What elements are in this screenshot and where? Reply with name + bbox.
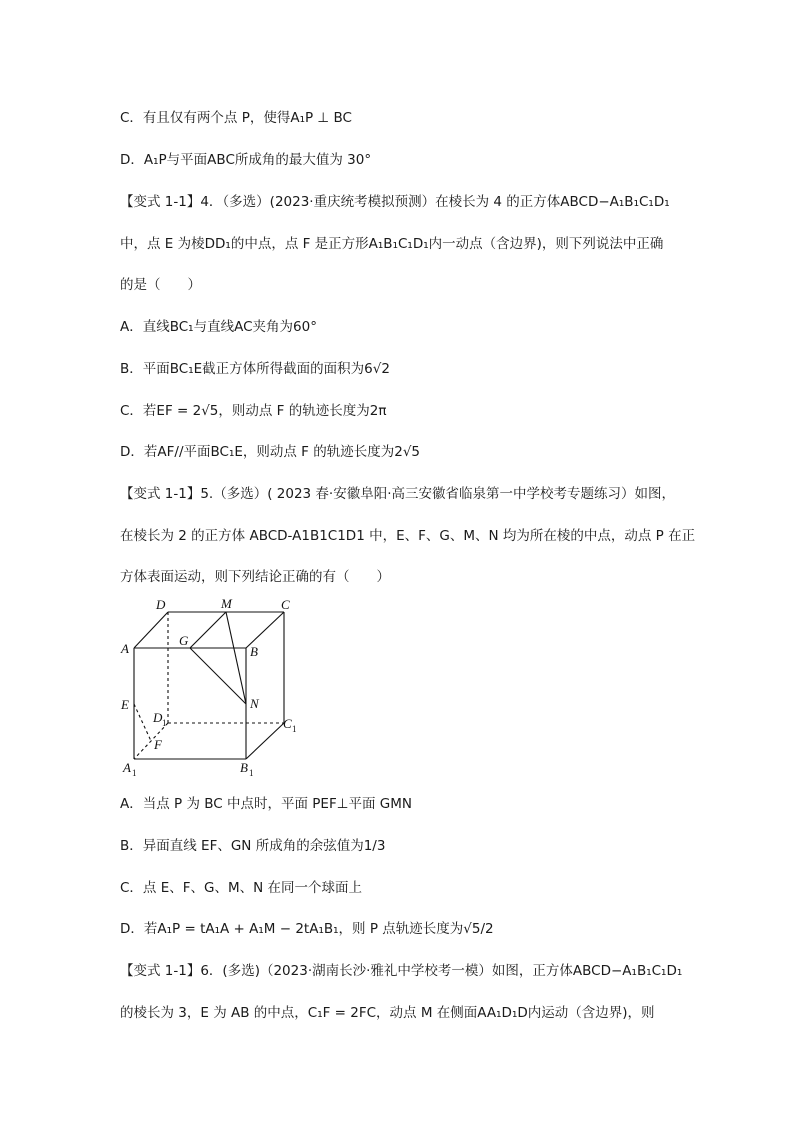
problem-4-option-a: A．直线BC₁与直线AC夹角为60° xyxy=(120,319,317,335)
problem-4-stem-1: 【变式 1-1】4．（多选）(2023·重庆统考模拟预测）在棱长为 4 的正方体ABCD−A₁B₁C₁D₁ xyxy=(120,194,670,210)
label-M: M xyxy=(221,596,232,611)
label-G: G xyxy=(179,633,189,648)
label-D: D xyxy=(156,597,166,612)
label-B1-sub: 1 xyxy=(249,768,254,778)
cube-figure xyxy=(118,596,308,781)
problem-5-stem-2: 在棱长为 2 的正方体 ABCD-A1B1C1D1 中，E、F、G、M、N 均为所在棱的中点，动点 P 在正 xyxy=(120,528,696,544)
label-A: A xyxy=(121,641,129,656)
label-C1-sub: 1 xyxy=(292,724,297,734)
segment-GM xyxy=(190,612,226,648)
problem-5-option-b: B．异面直线 EF、GN 所成角的余弦值为1/3 xyxy=(120,838,386,854)
label-F: F xyxy=(154,737,162,752)
problem-5-stem-3: 方体表面运动，则下列结论正确的有（ ） xyxy=(120,569,390,585)
label-A1-sub: 1 xyxy=(132,768,137,778)
problem-5-option-d: D．若A₁P = tA₁A + A₁M − 2tA₁B₁，则 P 点轨迹长度为√5/2 xyxy=(120,921,494,937)
edge-CB xyxy=(246,612,284,648)
label-A1: A xyxy=(123,760,131,775)
segment-GN xyxy=(190,648,246,704)
segment-MN xyxy=(226,612,246,704)
label-B1: B xyxy=(240,760,248,775)
problem-6-stem-1: 【变式 1-1】6．(多选)（2023·湖南长沙·雅礼中学校考一模）如图，正方体ABCD−A₁B₁C₁D₁ xyxy=(120,963,683,979)
segment-EF xyxy=(134,704,151,741)
edge-D1A1 xyxy=(134,723,168,759)
label-C: C xyxy=(281,597,290,612)
label-N: N xyxy=(250,696,259,711)
problem-6-stem-2: 的棱长为 3，E 为 AB 的中点，C₁F = 2FC，动点 M 在侧面AA₁D₁D内运动（含边界)，则 xyxy=(120,1005,655,1021)
problem-5-option-a: A．当点 P 为 BC 中点时，平面 PEF⊥平面 GMN xyxy=(120,796,412,812)
problem-4-stem-2: 中，点 E 为棱DD₁的中点，点 F 是正方形A₁B₁C₁D₁内一动点（含边界)，则下列说法中正确 xyxy=(120,236,664,252)
option-c-prev: C．有且仅有两个点 P，使得A₁P ⊥ BC xyxy=(120,110,352,126)
label-D1-sub: 1 xyxy=(162,718,167,728)
label-D1: D xyxy=(153,710,163,725)
problem-5-stem-1: 【变式 1-1】5.（多选）( 2023 春·安徽阜阳·高三安徽省临泉第一中学校考专题练习）如图， xyxy=(120,486,676,502)
option-d-prev: D．A₁P与平面ABC所成角的最大值为 30° xyxy=(120,152,372,168)
problem-4-option-c: C．若EF = 2√5，则动点 F 的轨迹长度为2π xyxy=(120,403,387,419)
label-C1: C xyxy=(283,716,292,731)
problem-4-option-b: B．平面BC₁E截正方体所得截面的面积为6√2 xyxy=(120,361,390,377)
label-E: E xyxy=(121,697,129,712)
edge-C1B1 xyxy=(246,723,284,759)
problem-4-option-d: D．若AF//平面BC₁E，则动点 F 的轨迹长度为2√5 xyxy=(120,444,421,460)
problem-5-option-c: C．点 E、F、G、M、N 在同一个球面上 xyxy=(120,880,363,896)
problem-4-stem-3: 的是（ ） xyxy=(120,277,201,293)
edge-AD xyxy=(134,612,168,648)
label-B: B xyxy=(250,644,258,659)
